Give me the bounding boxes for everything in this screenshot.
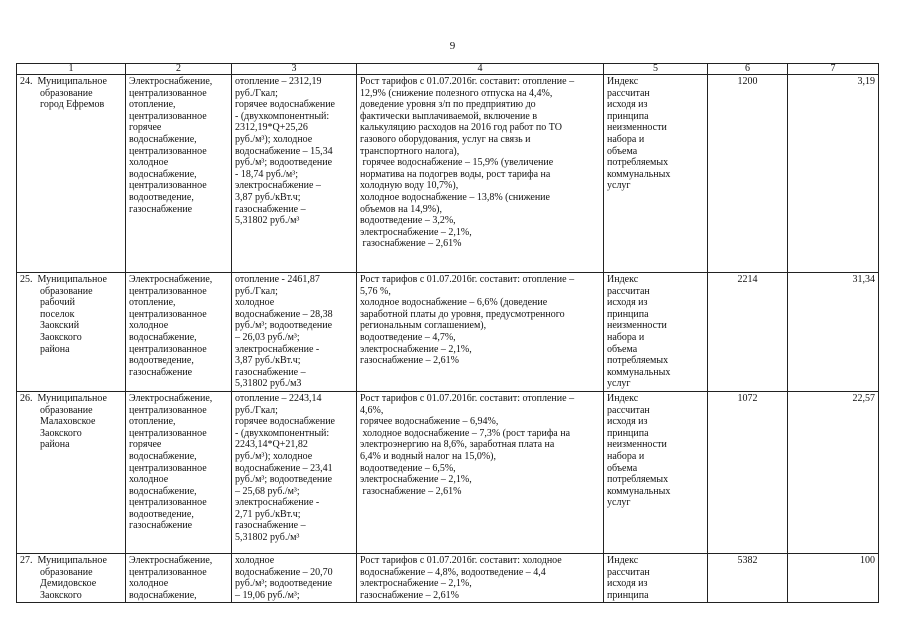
cell-line: водоснабжение, xyxy=(129,331,197,343)
cell-line: объема xyxy=(607,145,638,157)
cell-line: услуг xyxy=(607,180,631,192)
column-number: 4 xyxy=(357,64,604,75)
cell-line: поселок xyxy=(40,308,75,320)
cell-line: исходя из xyxy=(607,578,648,590)
cell-line: централизованное xyxy=(129,110,207,122)
cell-line: рассчитан xyxy=(607,285,650,297)
cell-line: водоотведение, xyxy=(129,355,194,367)
tariffs-cell xyxy=(232,391,357,553)
cell-line: Рост тарифов с 01.07.2016г. составит: отопление – xyxy=(360,392,575,404)
cell-line: доведение уровня з/п по предприятию до xyxy=(360,99,536,111)
cell-line: водоснабжение, xyxy=(129,133,197,145)
cell-text: Муниципальное xyxy=(32,274,107,285)
cell-line: электроснабжение – 2,1%, xyxy=(360,578,472,590)
cell-line: холодное xyxy=(235,297,275,309)
cell-line: Индекс xyxy=(607,554,639,566)
cell-line: водоснабжение – 23,41 xyxy=(235,462,333,474)
cell-line: 2312,19*Q+25,26 xyxy=(235,122,308,134)
col6-value-cell: 5382 xyxy=(708,553,788,602)
cell-line: руб./м³; водоотведение xyxy=(235,578,333,590)
cell-line: холодное xyxy=(129,474,169,486)
column-number: 3 xyxy=(232,64,357,75)
cell-line: Малаховское xyxy=(40,416,96,428)
cell-line: электроэнергию на 8,6%, заработная плата на xyxy=(360,439,555,451)
col7-value-cell: 100 xyxy=(788,553,879,602)
cell-line: Заокский xyxy=(40,320,80,332)
cell-text: Муниципальное xyxy=(32,554,107,566)
cell-line: газоснабжение – xyxy=(235,366,306,378)
cell-line: Рост тарифов с 01.07.2016г. составит: отопление – xyxy=(360,274,575,285)
table-row xyxy=(17,391,879,553)
tariff-table xyxy=(16,63,879,603)
cell-line: региональным соглашением), xyxy=(360,320,487,332)
cell-line: холодную воду 10,7%), xyxy=(360,180,459,192)
row-number: 26. xyxy=(20,392,33,404)
cell-line: водоотведение, xyxy=(129,508,194,520)
cell-line: - (двухкомпонентный: xyxy=(235,427,330,439)
cell-line: коммунальных xyxy=(607,168,671,180)
growth-cell xyxy=(357,273,604,392)
cell-line: норматива на подогрев воды, рост тарифа на xyxy=(360,168,551,180)
cell-line: водоснабжение – 20,70 xyxy=(235,566,333,578)
cell-line: централизованное xyxy=(129,427,207,439)
cell-line: газоснабжение xyxy=(129,520,193,532)
cell-line: газоснабжение xyxy=(129,203,193,215)
cell-line: 12,9% (снижение полезного отпуска на 4,4%, xyxy=(360,87,553,99)
cell-line: коммунальных xyxy=(607,485,671,497)
cell-line: 6,4% и водный налог на 15,0%), xyxy=(360,450,496,462)
cell-line: Индекс xyxy=(607,76,639,87)
cell-line: централизованное xyxy=(129,566,207,578)
col6-value-cell: 2214 xyxy=(708,273,788,392)
cell-line: неизменности xyxy=(607,439,667,451)
growth-cell xyxy=(357,75,604,273)
cell-line: 4,6%, xyxy=(360,404,384,416)
cell-line: водоотведение – 3,2%, xyxy=(360,215,456,227)
cell-line: принципа xyxy=(607,589,649,601)
cell-line: электроснабжение – xyxy=(235,180,321,192)
cell-line: холодное водоснабжение – 6,6% (доведение xyxy=(360,297,548,309)
cell-line: принципа xyxy=(607,110,649,122)
column-number: 1 xyxy=(17,64,126,75)
cell-line: водоснабжение – 4,8%, водоотведение – 4,4 xyxy=(360,566,546,578)
col6-value-cell: 1072 xyxy=(708,391,788,553)
cell-line: образование xyxy=(40,404,93,416)
cell-line: 5,31802 руб./м3 xyxy=(235,378,302,390)
cell-line: централизованное xyxy=(129,145,207,157)
cell-line: руб./м³; водоотведение xyxy=(235,320,333,332)
cell-line: объема xyxy=(607,462,638,474)
growth-cell xyxy=(357,553,604,602)
cell-line: калькуляцию расходов на 2016 год работ по ТО xyxy=(360,122,562,134)
cell-line: объема xyxy=(607,343,638,355)
cell-line: района xyxy=(40,343,70,355)
cell-line: отопление – 2243,14 xyxy=(235,392,322,404)
cell-line: рассчитан xyxy=(607,404,650,416)
cell-line: услуг xyxy=(607,378,631,390)
cell-line: руб./Гкал; xyxy=(235,87,278,99)
cell-line: фактически выплачиваемой, включение в xyxy=(360,110,538,122)
table-row xyxy=(17,273,879,392)
cell-line: отопление, xyxy=(129,297,176,309)
cell-line: Электроснабжение, xyxy=(129,274,213,285)
cell-line: водоснабжение – 28,38 xyxy=(235,308,333,320)
col7-value-cell: 22,57 xyxy=(788,391,879,553)
cell-line: исходя из xyxy=(607,416,648,428)
cell-line: централизованное xyxy=(129,285,207,297)
cell-line: образование xyxy=(40,87,93,99)
cell-line: водоснабжение, xyxy=(129,485,197,497)
cell-line: исходя из xyxy=(607,99,648,111)
cell-line: заработной платы до уровня, предусмотренного xyxy=(360,308,565,320)
cell-line: электроснабжение – 2,1%, xyxy=(360,343,472,355)
cell-line: образование xyxy=(40,566,93,578)
cell-line: 5,76 %, xyxy=(360,285,391,297)
cell-line: Рост тарифов с 01.07.2016г. составит: отопление – xyxy=(360,76,575,87)
cell-line: коммунальных xyxy=(607,366,671,378)
cell-line xyxy=(20,274,122,286)
cell-line: газоснабжение – 2,61% xyxy=(360,238,462,250)
tariffs-cell xyxy=(232,75,357,273)
cell-line: отопление – 2312,19 xyxy=(235,76,322,87)
row-number: 24. xyxy=(20,76,33,87)
cell-line: электроснабжение - xyxy=(235,497,320,509)
cell-line: газоснабжение – 2,61% xyxy=(360,485,462,497)
cell-line: Электроснабжение, xyxy=(129,392,213,404)
cell-line: Индекс xyxy=(607,392,639,404)
cell-line: отопление - 2461,87 xyxy=(235,274,320,285)
cell-line: 3,87 руб./кВт.ч; xyxy=(235,355,301,367)
cell-line: - 18,74 руб./м³; xyxy=(235,168,299,180)
cell-line: горячее водоснабжение xyxy=(235,416,335,428)
municipality-cell xyxy=(17,391,126,553)
cell-line: руб./Гкал; xyxy=(235,285,278,297)
cell-line: неизменности xyxy=(607,320,667,332)
tariffs-cell xyxy=(232,273,357,392)
cell-line: – 25,68 руб./м³; xyxy=(235,485,300,497)
cell-line: Заокского xyxy=(40,331,82,343)
cell-line: водоснабжение – 15,34 xyxy=(235,145,333,157)
growth-cell xyxy=(357,391,604,553)
cell-line xyxy=(20,555,122,567)
cell-line: газоснабжение – xyxy=(235,520,306,532)
cell-line: водоотведение, xyxy=(129,191,194,203)
column-number-row xyxy=(17,64,879,75)
services-cell xyxy=(126,75,232,273)
cell-line xyxy=(20,76,122,88)
cell-line: отопление, xyxy=(129,416,176,428)
cell-line: Индекс xyxy=(607,274,639,285)
cell-line: горячее водоснабжение xyxy=(235,99,335,111)
cell-line: объемов на 14,9%), xyxy=(360,203,442,215)
row-number: 27. xyxy=(20,554,33,566)
index-note-cell xyxy=(604,75,708,273)
cell-line: образование xyxy=(40,285,93,297)
cell-line: централизованное xyxy=(129,180,207,192)
cell-line: газоснабжение xyxy=(129,366,193,378)
cell-line: неизменности xyxy=(607,122,667,134)
cell-line: руб./м³; водоотведение xyxy=(235,474,333,486)
cell-line: услуг xyxy=(607,497,631,509)
cell-line: потребляемых xyxy=(607,355,669,367)
cell-line: электроснабжение – 2,1%, xyxy=(360,474,472,486)
cell-line: горячее водоснабжение – 15,9% (увеличение xyxy=(360,157,554,169)
cell-line: водоснабжение, xyxy=(129,589,197,601)
municipality-cell xyxy=(17,273,126,392)
cell-line: централизованное xyxy=(129,87,207,99)
cell-line: горячее xyxy=(129,122,162,134)
table-row xyxy=(17,75,879,273)
cell-line: потребляемых xyxy=(607,474,669,486)
cell-line: электроснабжение – 2,1%, xyxy=(360,226,472,238)
cell-line: холодное xyxy=(129,578,169,590)
index-note-cell xyxy=(604,273,708,392)
cell-line: газового оборудования, услуг на связь и xyxy=(360,133,531,145)
cell-line: город Ефремов xyxy=(40,99,105,111)
cell-line: централизованное xyxy=(129,497,207,509)
cell-line: централизованное xyxy=(129,404,207,416)
cell-line: рассчитан xyxy=(607,566,650,578)
column-number: 2 xyxy=(126,64,232,75)
cell-line: горячее xyxy=(129,439,162,451)
index-note-cell xyxy=(604,391,708,553)
cell-line: района xyxy=(40,439,70,451)
cell-line: 5,31802 руб./м³ xyxy=(235,532,300,544)
cell-line: исходя из xyxy=(607,297,648,309)
table-row xyxy=(17,553,879,602)
cell-line: рассчитан xyxy=(607,87,650,99)
cell-line: Электроснабжение, xyxy=(129,76,213,87)
cell-line: набора и xyxy=(607,331,645,343)
cell-line: Рост тарифов с 01.07.2016г. составит: холодное xyxy=(360,554,562,566)
cell-line: 2243,14*Q+21,82 xyxy=(235,439,308,451)
cell-line: водоснабжение, xyxy=(129,450,197,462)
cell-line: - (двухкомпонентный: xyxy=(235,110,330,122)
tariffs-cell xyxy=(232,553,357,602)
cell-line: руб./м³; водоотведение xyxy=(235,157,333,169)
cell-line: централизованное xyxy=(129,343,207,355)
municipality-cell xyxy=(17,553,126,602)
col7-value-cell: 3,19 xyxy=(788,75,879,273)
col7-value-cell: 31,34 xyxy=(788,273,879,392)
cell-line: холодное xyxy=(129,320,169,332)
cell-line: Электроснабжение, xyxy=(129,554,213,566)
index-note-cell xyxy=(604,553,708,602)
cell-text: Муниципальное xyxy=(32,76,107,87)
cell-line: Демидовское xyxy=(40,578,97,590)
cell-line xyxy=(20,393,122,405)
cell-line: электроснабжение - xyxy=(235,343,320,355)
services-cell xyxy=(126,391,232,553)
cell-line: водоотведение – 6,5%, xyxy=(360,462,456,474)
col6-value-cell: 1200 xyxy=(708,75,788,273)
cell-line: рабочий xyxy=(40,297,75,309)
cell-line: принципа xyxy=(607,308,649,320)
column-number: 5 xyxy=(604,64,708,75)
cell-line: 5,31802 руб./м³ xyxy=(235,215,300,227)
cell-line: холодное водоснабжение – 7,3% (рост тарифа на xyxy=(360,427,571,439)
cell-line: руб./м³); холодное xyxy=(235,450,313,462)
cell-line: централизованное xyxy=(129,462,207,474)
column-number: 7 xyxy=(788,64,879,75)
municipality-cell xyxy=(17,75,126,273)
cell-line: 2,71 руб./кВт.ч; xyxy=(235,508,301,520)
cell-line: централизованное xyxy=(129,308,207,320)
cell-line: газоснабжение – xyxy=(235,203,306,215)
cell-line: руб./м³); холодное xyxy=(235,133,313,145)
cell-line: холодное xyxy=(129,157,169,169)
services-cell xyxy=(126,553,232,602)
cell-line: набора и xyxy=(607,450,645,462)
cell-line: принципа xyxy=(607,427,649,439)
cell-line: холодное xyxy=(235,554,275,566)
cell-line: 3,87 руб./кВт.ч; xyxy=(235,191,301,203)
cell-line: транспортного налога), xyxy=(360,145,460,157)
page-number: 9 xyxy=(449,40,456,52)
cell-line: – 26,03 руб./м³; xyxy=(235,331,300,343)
column-number: 6 xyxy=(708,64,788,75)
cell-line: набора и xyxy=(607,133,645,145)
cell-line: руб./Гкал; xyxy=(235,404,278,416)
cell-line: потребляемых xyxy=(607,157,669,169)
cell-line: холодное водоснабжение – 13,8% (снижение xyxy=(360,191,550,203)
cell-line: – 19,06 руб./м³; xyxy=(235,589,300,601)
services-cell xyxy=(126,273,232,392)
cell-line: водоснабжение, xyxy=(129,168,197,180)
cell-line: газоснабжение – 2,61% xyxy=(360,355,459,367)
cell-line: отопление, xyxy=(129,99,176,111)
cell-line: газоснабжение – 2,61% xyxy=(360,589,459,601)
cell-line: Заокского xyxy=(40,589,82,601)
cell-text: Муниципальное xyxy=(32,392,107,404)
row-number: 25. xyxy=(20,274,33,285)
cell-line: водоотведение – 4,7%, xyxy=(360,331,456,343)
cell-line: Заокского xyxy=(40,427,82,439)
cell-line: горячее водоснабжение – 6,94%, xyxy=(360,416,499,428)
